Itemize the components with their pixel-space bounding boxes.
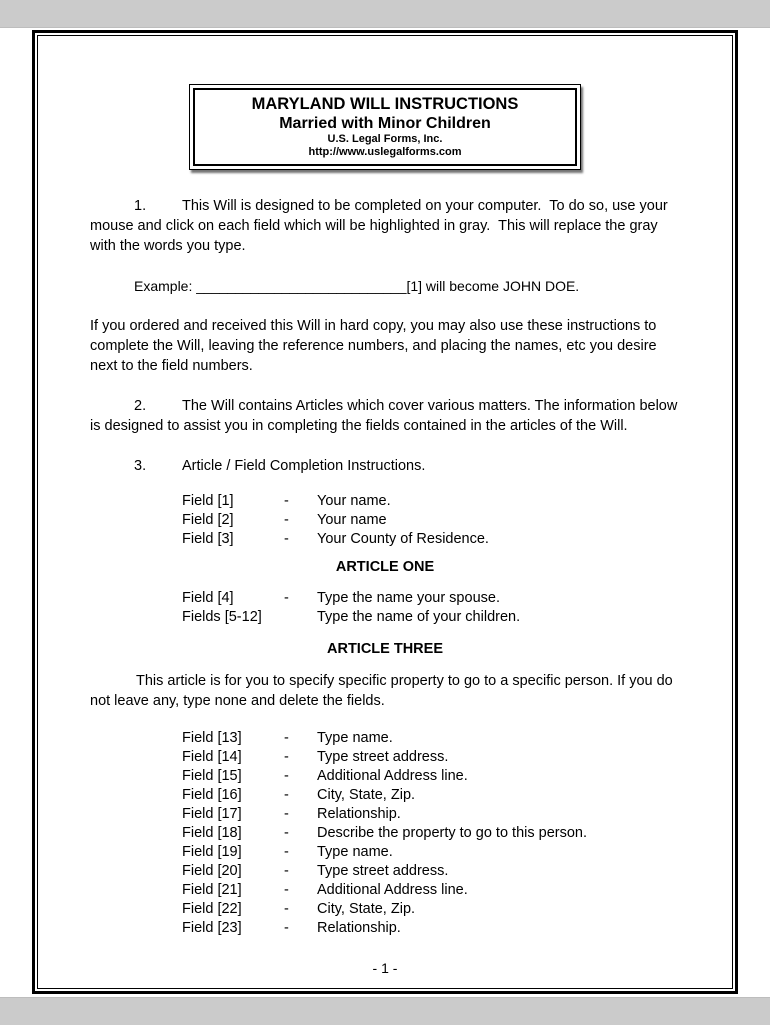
field-label: Field [20] [182, 863, 242, 879]
paragraph-1-number: 1. [134, 198, 147, 214]
field-description: Relationship. [317, 920, 401, 936]
field-label: Field [14] [182, 749, 242, 765]
field-dash: - [284, 882, 289, 898]
article-one-heading: ARTICLE ONE [335, 559, 435, 575]
field-label: Field [15] [182, 768, 242, 784]
field-row [182, 919, 680, 938]
field-row [182, 608, 680, 627]
page-border-frame [32, 30, 738, 994]
instruction-paragraph-3 [90, 456, 680, 476]
paragraph-3-text: Article / Field Completion Instructions. [182, 458, 426, 474]
title-box-inner [193, 88, 577, 166]
field-label: Field [13] [182, 730, 242, 746]
field-dash: - [284, 787, 289, 803]
page-number: - 1 - [372, 960, 398, 976]
field-row [182, 511, 680, 530]
field-row [182, 729, 680, 748]
field-row [182, 805, 680, 824]
field-dash: - [284, 531, 289, 547]
field-dash: - [284, 863, 289, 879]
field-dash: - [284, 901, 289, 917]
field-dash: - [284, 749, 289, 765]
field-group-1 [182, 492, 680, 549]
background-strip-bottom [0, 997, 770, 1025]
field-description: Type name. [317, 844, 393, 860]
field-row [182, 589, 680, 608]
field-description: Type name. [317, 730, 393, 746]
publisher-url: http://www.uslegalforms.com [308, 146, 462, 158]
field-dash: - [284, 493, 289, 509]
publisher-name: U.S. Legal Forms, Inc. [327, 133, 443, 145]
field-dash: - [284, 590, 289, 606]
field-description: City, State, Zip. [317, 787, 416, 803]
hardcopy-text: If you ordered and received this Will in hard copy, you may also use these instructions to complete the Will, leaving the reference numbers, and placing the names, etc you desire next to the field numbers. [90, 318, 661, 374]
article-three-paragraph [90, 671, 680, 711]
field-row [182, 843, 680, 862]
field-label: Field [17] [182, 806, 242, 822]
field-dash: - [284, 844, 289, 860]
paragraph-1-text: This Will is designed to be completed on your computer. To do so, use your mouse and click on each field which will be highlighted in gray. This will replace the gray with the words you type. [90, 198, 672, 254]
background-strip-top [0, 0, 770, 28]
field-row [182, 748, 680, 767]
instruction-paragraph-1 [90, 196, 680, 256]
field-label: Field [19] [182, 844, 242, 860]
field-label: Field [3] [182, 531, 234, 547]
field-label: Field [18] [182, 825, 242, 841]
paragraph-2-number: 2. [134, 398, 147, 414]
field-description: Describe the property to go to this person. [317, 825, 588, 841]
title-box [189, 84, 581, 170]
field-dash [284, 608, 317, 627]
paragraph-3-number: 3. [134, 458, 147, 474]
field-row [182, 530, 680, 549]
field-description: Type street address. [317, 749, 449, 765]
field-row [182, 767, 680, 786]
field-row [182, 824, 680, 843]
field-dash: - [284, 768, 289, 784]
field-row [182, 862, 680, 881]
field-group-2 [182, 589, 680, 627]
field-description: Type street address. [317, 863, 449, 879]
document-subtitle: Married with Minor Children [279, 115, 491, 132]
field-description: Type the name your spouse. [317, 590, 500, 606]
field-description: City, State, Zip. [317, 901, 416, 917]
field-row [182, 786, 680, 805]
document-title: MARYLAND WILL INSTRUCTIONS [251, 95, 519, 113]
field-label: Field [4] [182, 590, 234, 606]
field-description: Your name. [317, 493, 391, 509]
field-description: Your County of Residence. [317, 531, 489, 547]
field-label: Fields [5-12] [182, 609, 262, 625]
field-label: Field [2] [182, 512, 234, 528]
instruction-paragraph-2 [90, 396, 680, 436]
field-description: Relationship. [317, 806, 401, 822]
field-label: Field [1] [182, 493, 234, 509]
field-label: Field [21] [182, 882, 242, 898]
article-three-heading: ARTICLE THREE [327, 641, 443, 657]
article-three-text: This article is for you to specify specific property to go to a specific person. If you do not leave any, type none and delete the fields. [90, 673, 677, 709]
hardcopy-paragraph [90, 316, 680, 376]
field-description: Your name [317, 512, 387, 528]
field-row [182, 900, 680, 919]
field-label: Field [23] [182, 920, 242, 936]
field-row [182, 881, 680, 900]
field-group-3 [182, 729, 680, 938]
field-row [182, 492, 680, 511]
page-content-area [37, 35, 733, 989]
field-dash: - [284, 806, 289, 822]
document-sheet [0, 28, 770, 997]
field-description: Type the name of your children. [317, 609, 521, 625]
field-dash: - [284, 730, 289, 746]
example-line [90, 276, 680, 296]
example-text: Example: ___________________________[1] will become JOHN DOE. [134, 278, 580, 294]
field-dash: - [284, 920, 289, 936]
field-label: Field [22] [182, 901, 242, 917]
field-description: Additional Address line. [317, 882, 468, 898]
field-dash: - [284, 825, 289, 841]
field-dash: - [284, 512, 289, 528]
paragraph-2-text: The Will contains Articles which cover various matters. The information below is designed to assist you in completing the fields contained in the articles of the Will. [90, 398, 682, 434]
field-description: Additional Address line. [317, 768, 468, 784]
field-label: Field [16] [182, 787, 242, 803]
